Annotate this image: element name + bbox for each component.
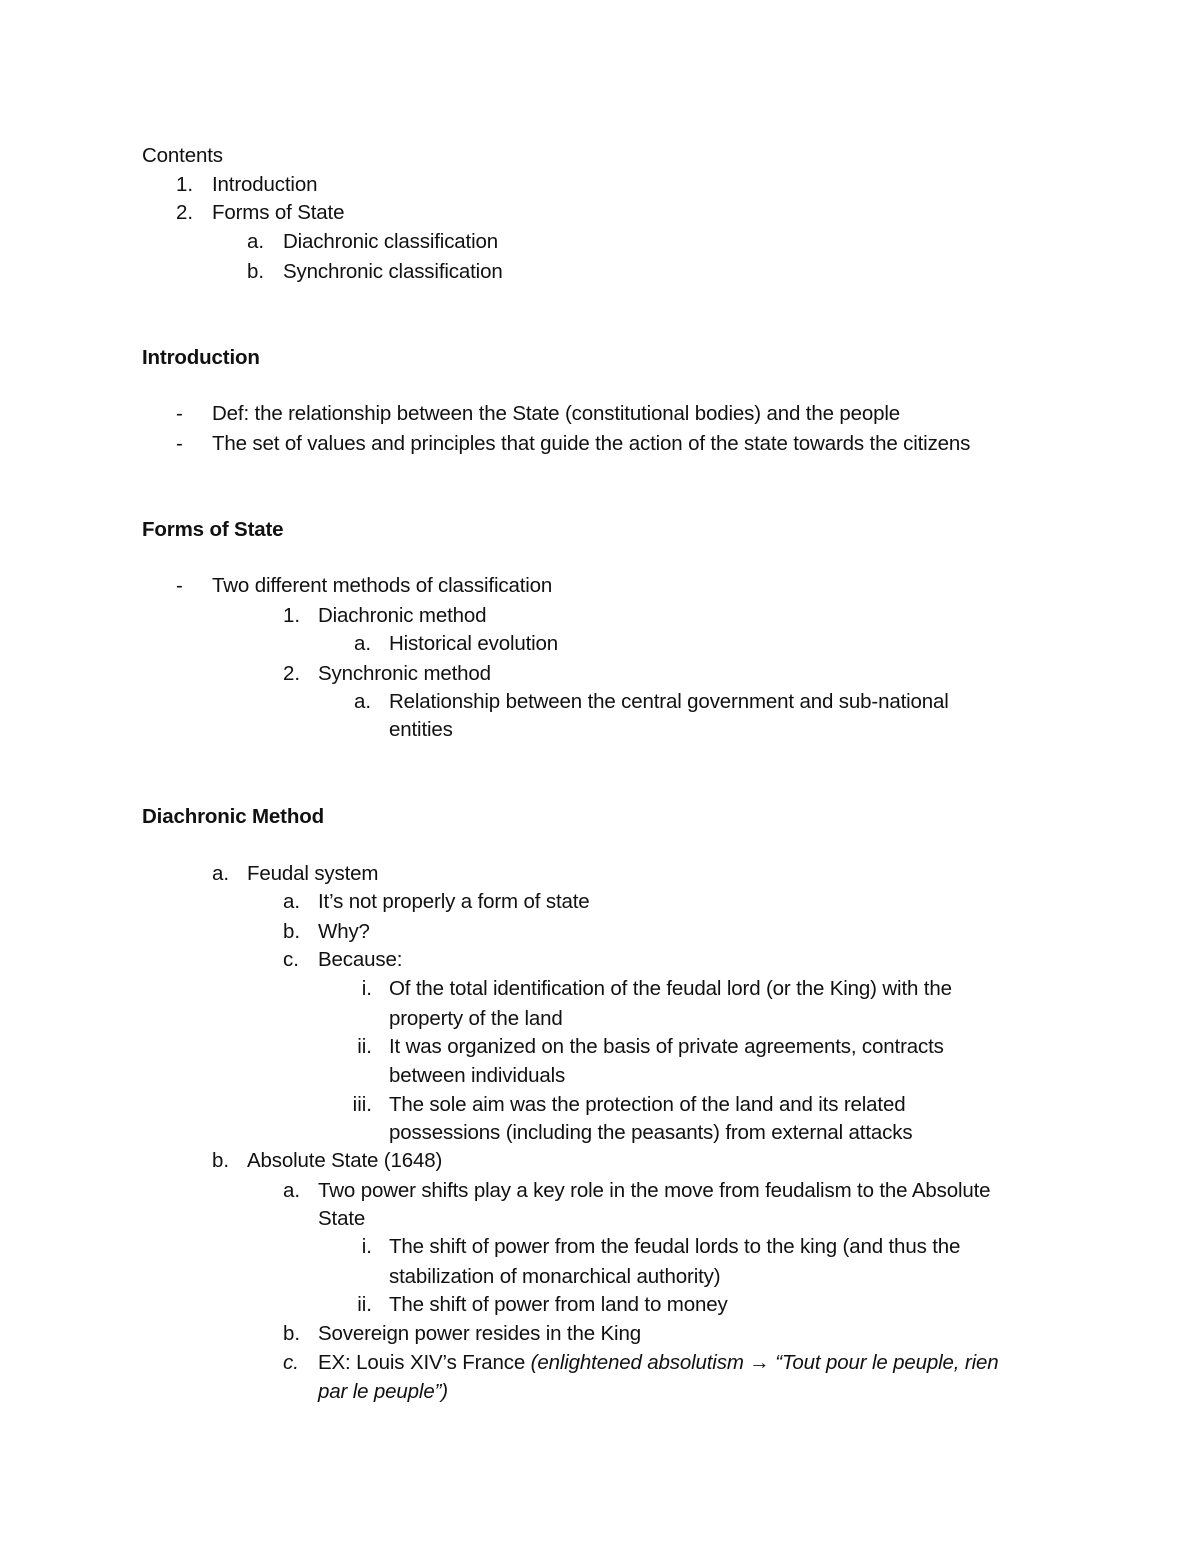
list-marker: iii.: [352, 1093, 372, 1116]
forms-relationship-cont: entities: [389, 718, 453, 741]
absolute-example-cont: par le peuple”): [318, 1380, 448, 1403]
list-marker: b.: [283, 920, 301, 943]
absolute-power-shifts-cont: State: [318, 1207, 366, 1230]
contents-item-synchronic: Synchronic classification: [283, 260, 503, 283]
list-marker: a.: [212, 862, 230, 885]
absolute-shift-i: The shift of power from the feudal lords to the king (and thus the: [389, 1235, 961, 1258]
absolute-shift-ii: The shift of power from land to money: [389, 1293, 728, 1316]
feudal-reason-ii-cont: between individuals: [389, 1064, 566, 1087]
absolute-state: Absolute State (1648): [247, 1149, 443, 1172]
absolute-sovereign: Sovereign power resides in the King: [318, 1322, 641, 1345]
forms-synchronic-method: Synchronic method: [318, 662, 491, 685]
forms-methods: Two different methods of classification: [212, 574, 553, 597]
list-marker: 2.: [176, 201, 194, 224]
forms-diachronic-method: Diachronic method: [318, 604, 487, 627]
introduction-heading: Introduction: [142, 346, 260, 369]
absolute-shift-i-cont: stabilization of monarchical authority): [389, 1265, 721, 1288]
list-marker: c.: [283, 948, 299, 971]
list-marker: i.: [361, 977, 372, 1000]
forms-heading: Forms of State: [142, 518, 284, 541]
list-marker: 2.: [283, 662, 301, 685]
feudal-reason-iii: The sole aim was the protection of the land and its related: [389, 1093, 906, 1116]
list-marker: i.: [361, 1235, 372, 1258]
feudal-reason-i-cont: property of the land: [389, 1007, 563, 1030]
absolute-power-shifts: Two power shifts play a key role in the move from feudalism to the Absolute: [318, 1179, 991, 1202]
list-marker: a.: [283, 890, 301, 913]
feudal-because: Because:: [318, 948, 403, 971]
feudal-reason-ii: It was organized on the basis of private agreements, contracts: [389, 1035, 944, 1058]
absolute-example-text: EX: Louis XIV’s France: [318, 1351, 531, 1374]
list-marker: c.: [283, 1351, 299, 1374]
list-marker: ii.: [357, 1035, 372, 1058]
contents-title: Contents: [142, 144, 223, 167]
contents-item-forms-of-state: Forms of State: [212, 201, 345, 224]
list-marker: a.: [247, 230, 265, 253]
feudal-reason-i: Of the total identification of the feudal lord (or the King) with the: [389, 977, 952, 1000]
absolute-example: [318, 1349, 998, 1377]
list-marker: 1.: [176, 173, 194, 196]
feudal-system: Feudal system: [247, 862, 379, 885]
list-marker: a.: [354, 632, 372, 655]
introduction-values: The set of values and principles that guide the action of the state towards the citizens: [212, 432, 971, 455]
introduction-def: Def: the relationship between the State (constitutional bodies) and the people: [212, 402, 901, 425]
list-marker: a.: [354, 690, 372, 713]
feudal-reason-iii-cont: possessions (including the peasants) from external attacks: [389, 1121, 913, 1144]
bullet-marker: -: [176, 574, 183, 597]
bullet-marker: -: [176, 432, 183, 455]
bullet-marker: -: [176, 402, 183, 425]
arrow-icon: →: [749, 1351, 770, 1374]
list-marker: 1.: [283, 604, 301, 627]
diachronic-heading: Diachronic Method: [142, 805, 324, 828]
feudal-why: Why?: [318, 920, 370, 943]
contents-item-diachronic: Diachronic classification: [283, 230, 499, 253]
contents-item-introduction: Introduction: [212, 173, 318, 196]
list-marker: b.: [212, 1149, 230, 1172]
forms-historical-evolution: Historical evolution: [389, 632, 559, 655]
absolute-example-italic: (enlightened absolutism: [530, 1351, 750, 1374]
list-marker: b.: [247, 260, 265, 283]
feudal-not-form: It’s not properly a form of state: [318, 890, 590, 913]
absolute-example-quote: “Tout pour le peuple, rien: [769, 1351, 999, 1374]
forms-relationship: Relationship between the central government and sub-national: [389, 690, 949, 713]
list-marker: a.: [283, 1179, 301, 1202]
list-marker: ii.: [357, 1293, 372, 1316]
list-marker: b.: [283, 1322, 301, 1345]
